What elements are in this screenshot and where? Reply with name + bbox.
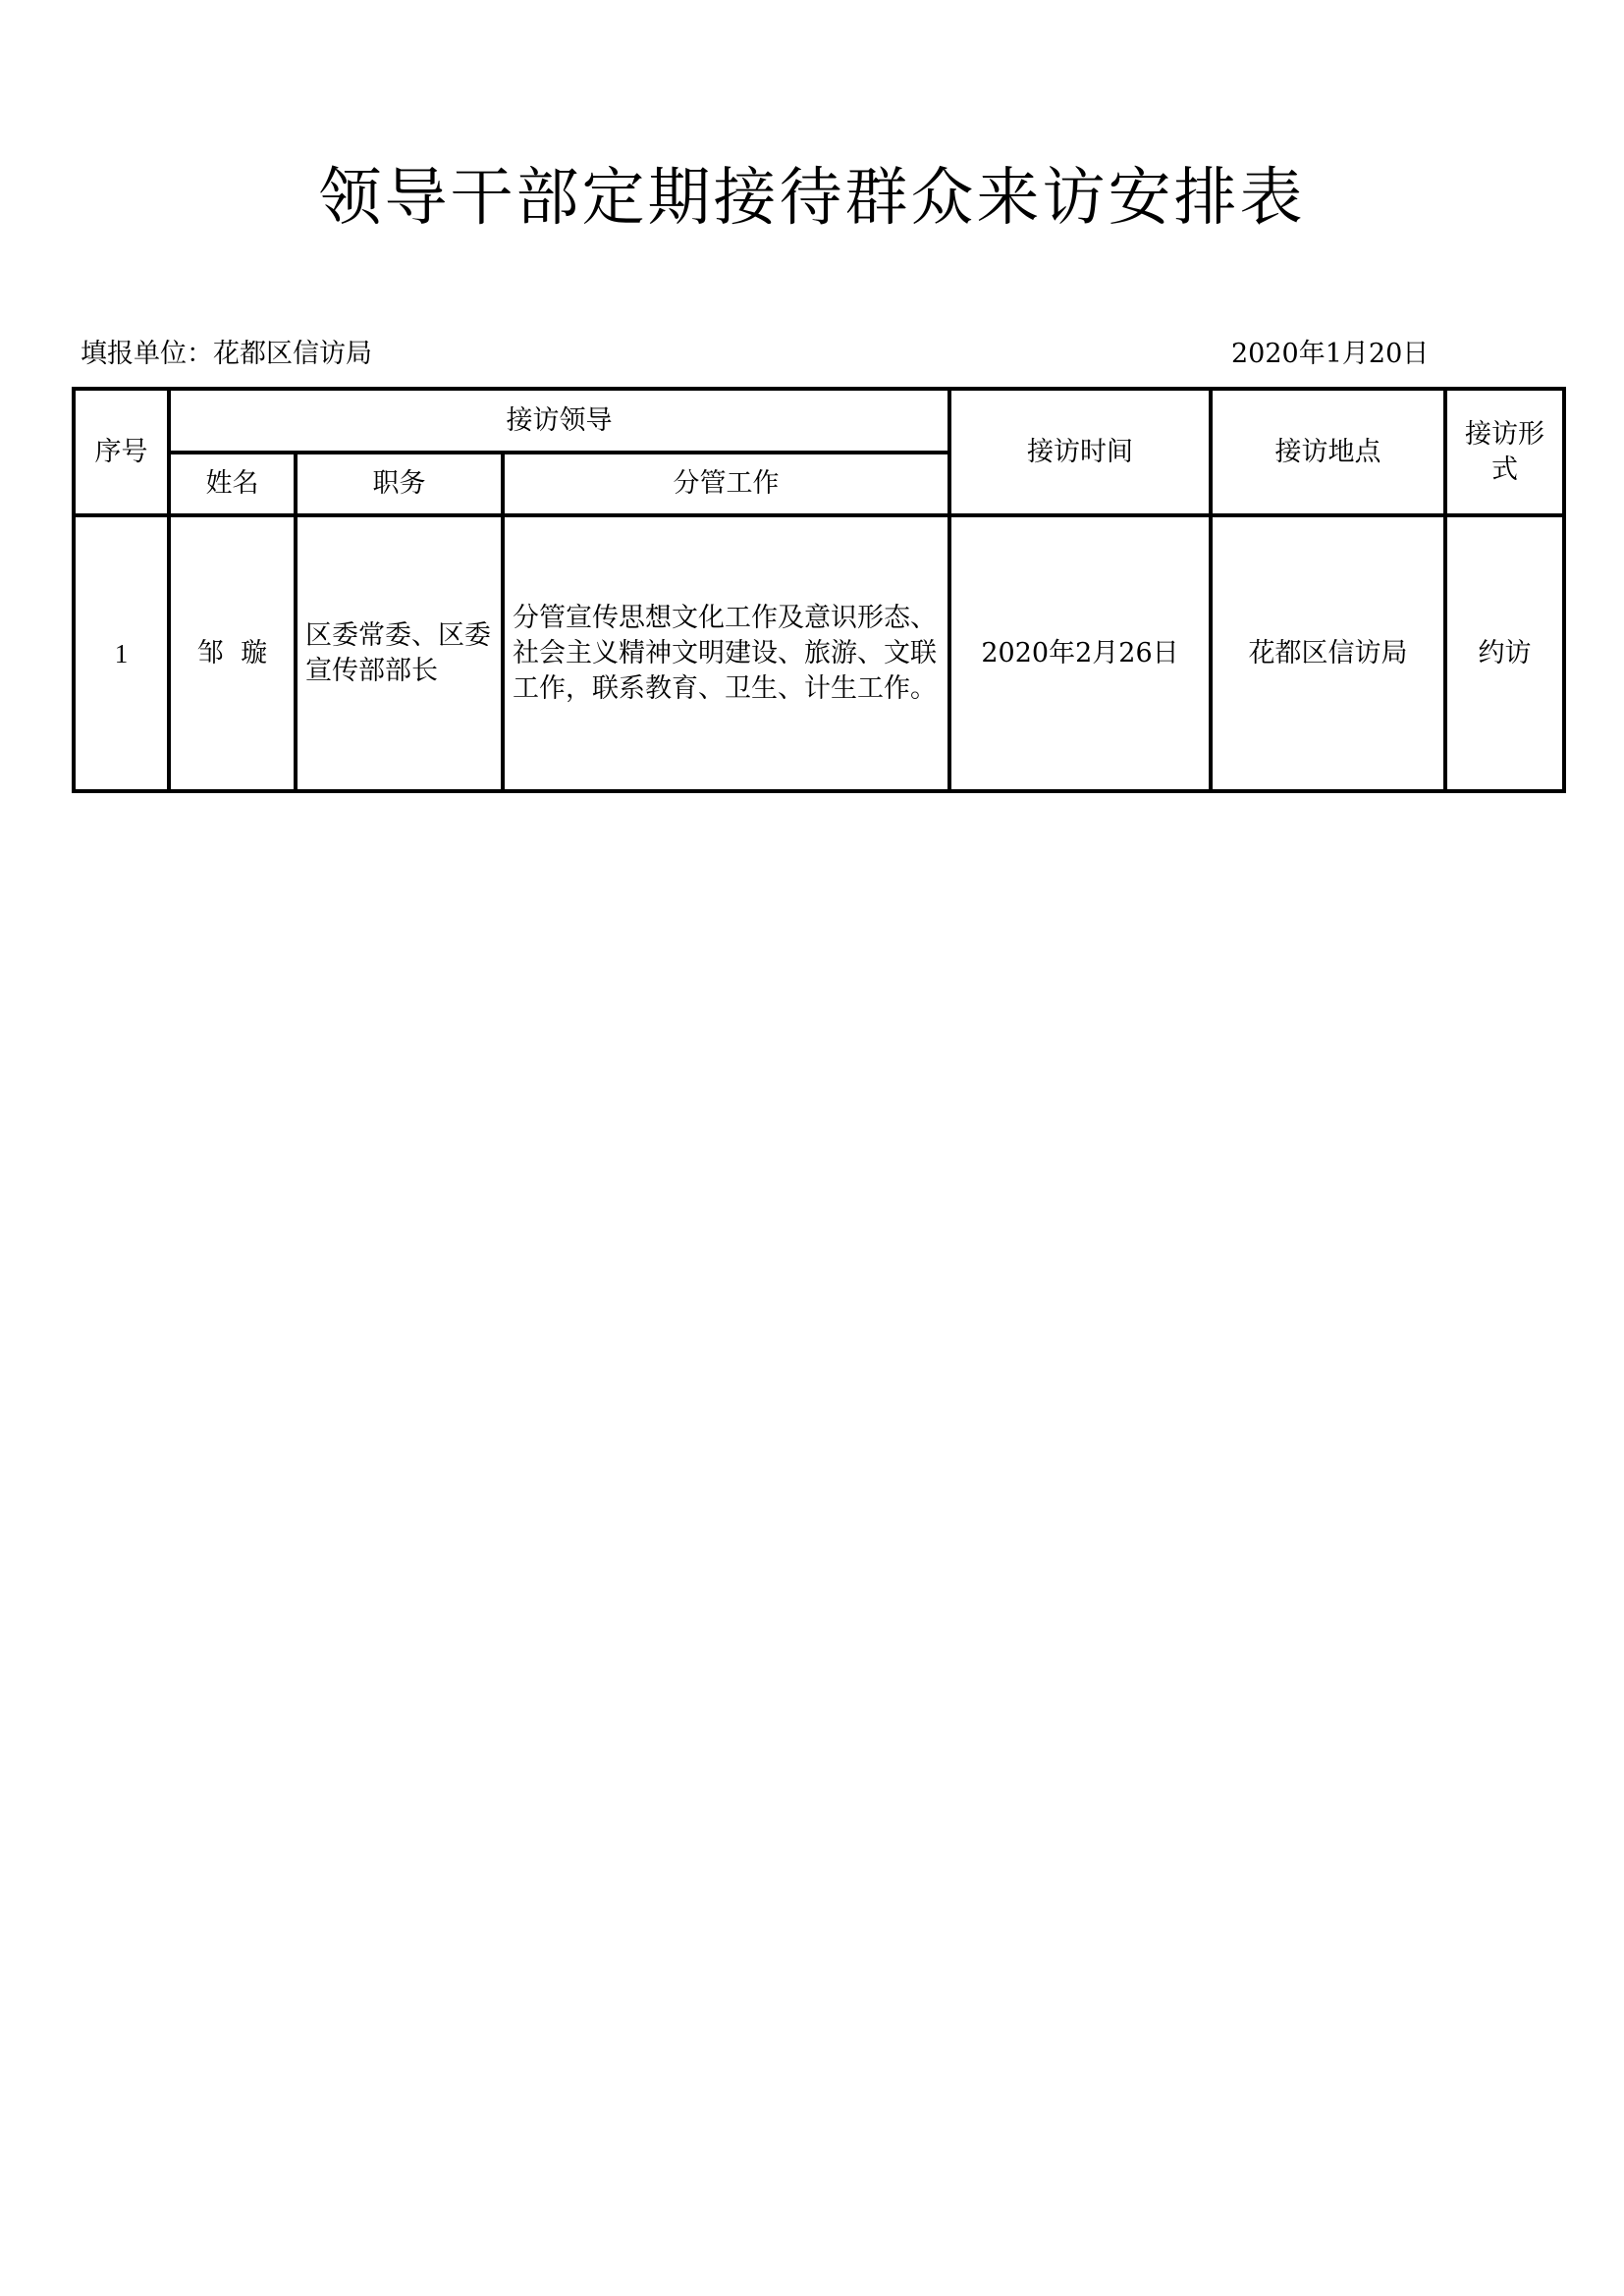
page-title: 领导干部定期接待群众来访安排表 <box>318 162 1306 235</box>
header-location: 接访地点 <box>1274 436 1381 467</box>
cell-time: 2020年2月26日 <box>981 637 1179 668</box>
cell-form: 约访 <box>1478 637 1532 668</box>
report-date: 2020年1月20日 <box>1231 339 1430 369</box>
header-index: 序号 <box>94 436 148 467</box>
cell-location: 花都区信访局 <box>1248 637 1408 668</box>
cell-index: 1 <box>114 638 129 668</box>
header-name: 姓名 <box>205 468 259 499</box>
header-leader-group: 接访领导 <box>506 404 613 436</box>
reporting-unit: 填报单位：花都区信访局 <box>81 339 372 369</box>
table-border-right <box>1562 387 1566 793</box>
cell-name: 邹 璇 <box>196 637 268 668</box>
cell-position: 区委常委、区委宣传部部长 <box>305 619 491 686</box>
header-time: 接访时间 <box>1027 436 1133 467</box>
header-form: 接访形式 <box>1465 418 1544 485</box>
header-position: 职务 <box>372 468 426 499</box>
header-responsibilities: 分管工作 <box>673 468 780 499</box>
cell-responsibilities: 分管宣传思想文化工作及意识形态、社会主义精神文明建设、旅游、文联工作，联系教育、卫生、计生工作。 <box>513 602 937 704</box>
